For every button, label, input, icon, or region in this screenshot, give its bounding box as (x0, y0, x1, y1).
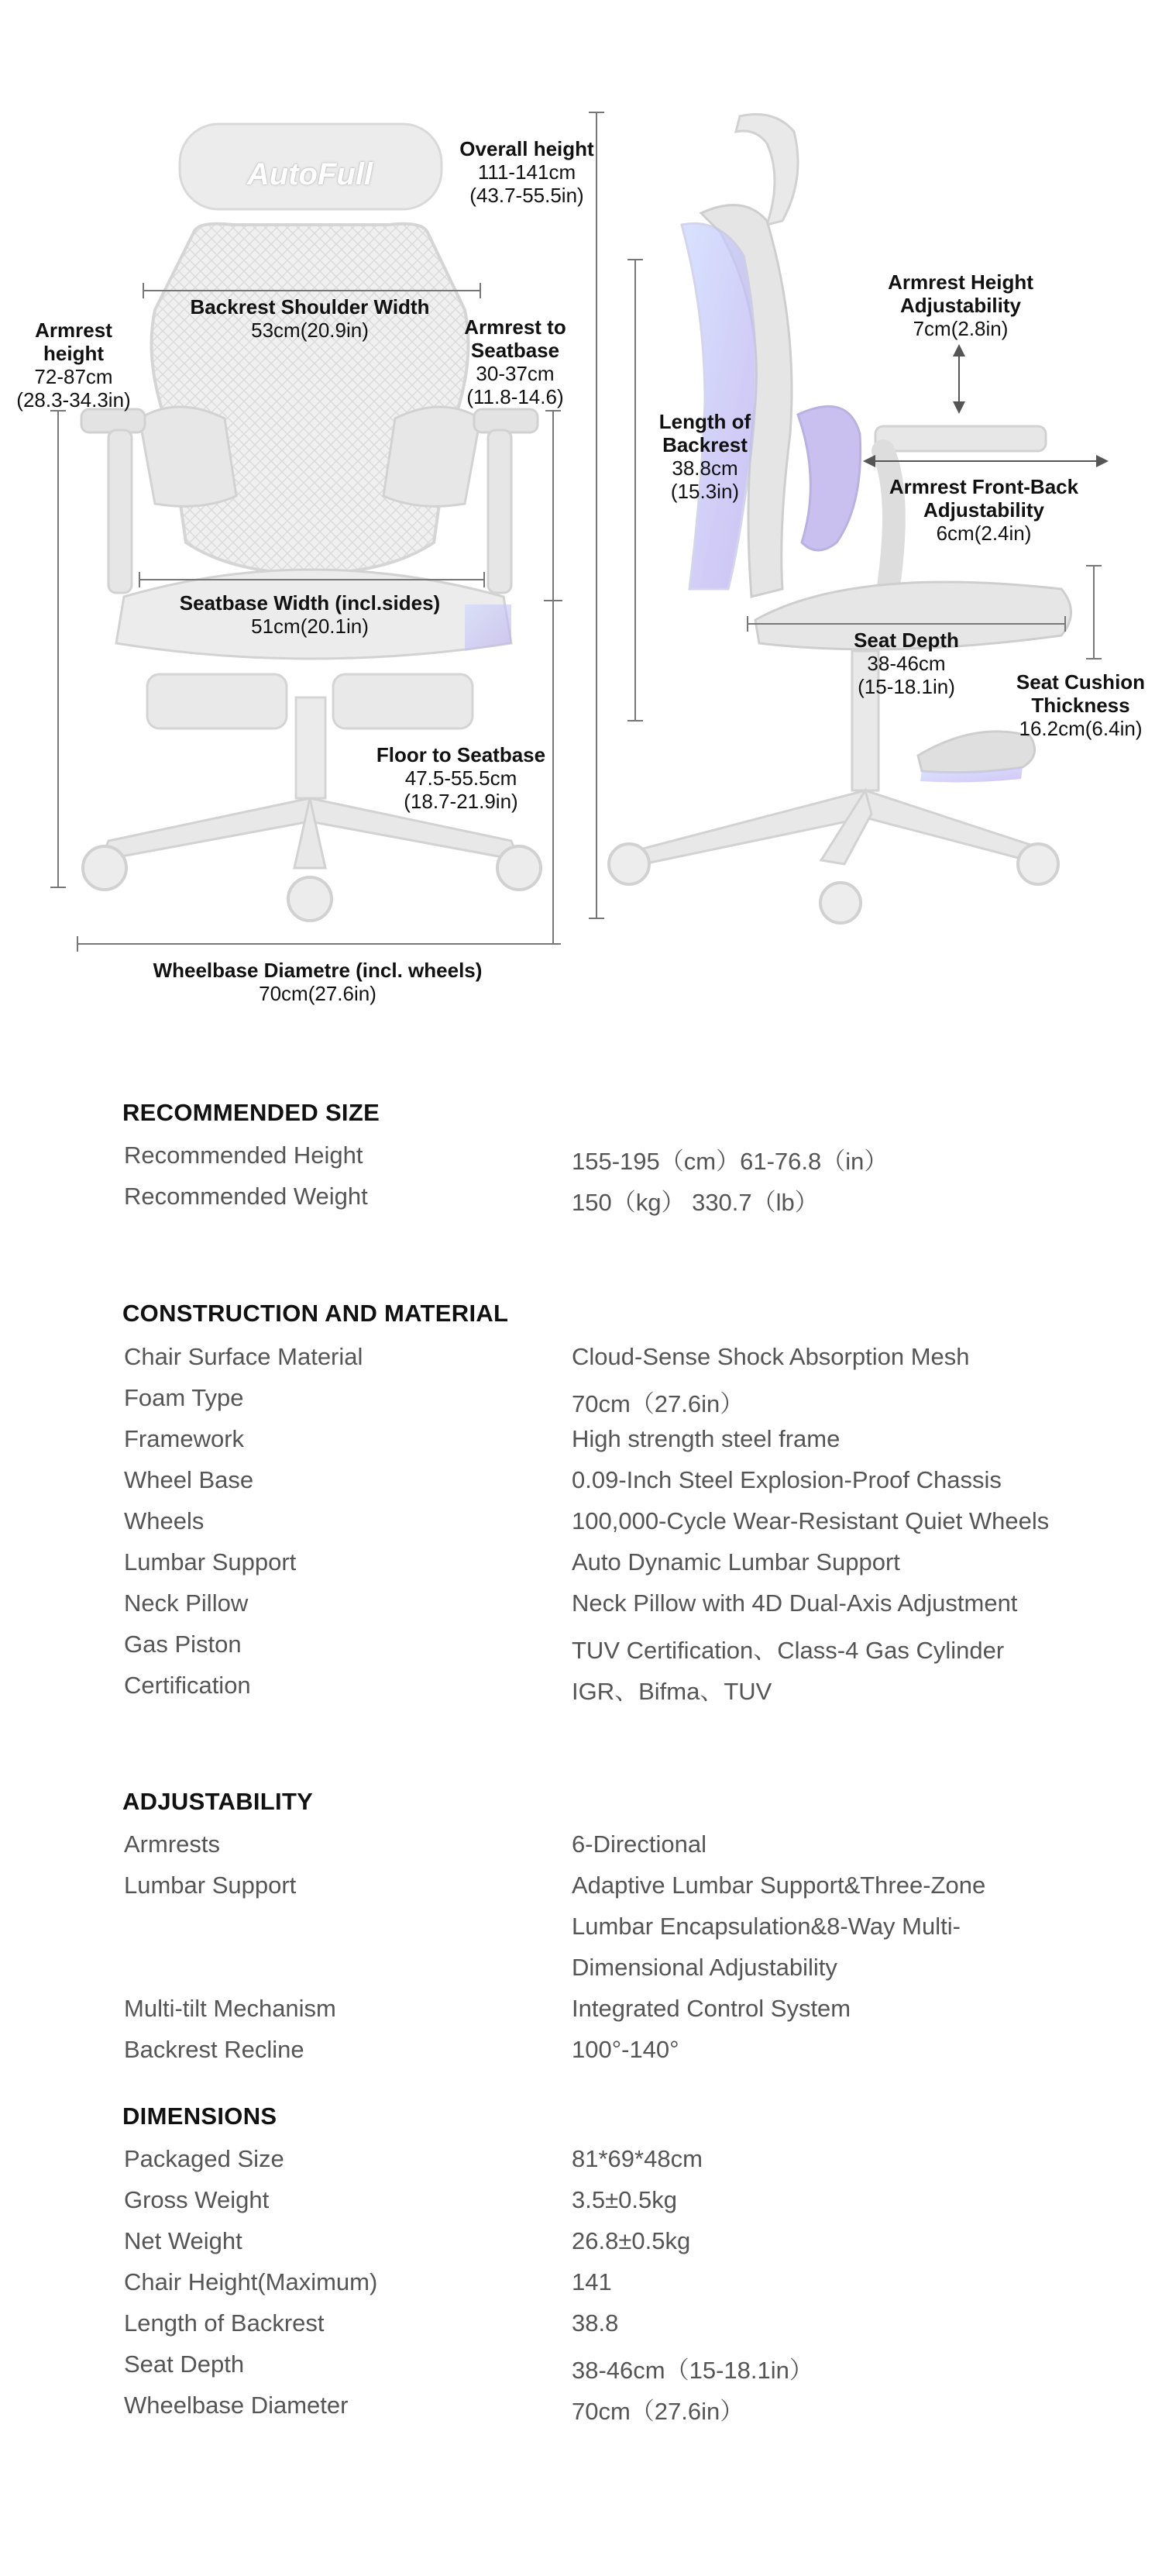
spec-value: Neck Pillow with 4D Dual-Axis Adjustment (572, 1589, 1018, 1617)
section-title-construction: CONSTRUCTION AND MATERIAL (122, 1300, 509, 1327)
spec-value: 6-Directional (572, 1830, 707, 1858)
overall-height-label: Overall height 111-141cm (43.7-55.5in) (459, 137, 594, 207)
spec-label: Chair Height(Maximum) (124, 2268, 378, 2295)
spec-label: Chair Surface Material (124, 1343, 363, 1370)
spec-value: 70cm（27.6in） (572, 2398, 744, 2425)
spec-value: 81*69*48cm (572, 2145, 703, 2172)
spec-label: Lumbar Support (124, 1872, 297, 1899)
armrest-height-adjustability-label: Armrest Height Adjustability 7cm(2.8in) (888, 270, 1033, 340)
armrest-front-back-label: Armrest Front-Back Adjustability 6cm(2.4in) (889, 475, 1079, 545)
spec-value: 141 (572, 2268, 612, 2295)
spec-label: Wheel Base (124, 1466, 254, 1493)
spec-label: Gross Weight (124, 2186, 270, 2213)
armrest-height-label: Armrest height 72-87cm (28.3-34.3in) (16, 319, 131, 412)
spec-value: Dimensional Adjustability (572, 1954, 837, 1981)
spec-label: Lumbar Support (124, 1548, 297, 1576)
spec-label: Recommended Weight (124, 1183, 368, 1210)
spec-label: Neck Pillow (124, 1589, 249, 1617)
spec-label: Framework (124, 1425, 245, 1452)
backrest-shoulder-width-label: Backrest Shoulder Width 53cm(20.9in) (190, 295, 430, 342)
spec-value: 100°-140° (572, 2036, 679, 2063)
spec-value: Cloud-Sense Shock Absorption Mesh (572, 1343, 970, 1370)
spec-value: Lumbar Encapsulation&8-Way Multi- (572, 1913, 961, 1940)
spec-label: Foam Type (124, 1384, 244, 1411)
section-title-dimensions: DIMENSIONS (122, 2102, 277, 2130)
wheelbase-diameter-label: Wheelbase Diametre (incl. wheels) 70cm(27.6in) (153, 959, 483, 1005)
spec-label: Multi-tilt Mechanism (124, 1995, 336, 2022)
spec-label: Length of Backrest (124, 2309, 325, 2337)
spec-value: 3.5±0.5kg (572, 2186, 677, 2213)
spec-label: Packaged Size (124, 2145, 284, 2172)
section-title-recommended-size: RECOMMENDED SIZE (122, 1099, 380, 1126)
spec-value: TUV Certification、Class-4 Gas Cylinder (572, 1637, 1005, 1664)
spec-value: 70cm（27.6in） (572, 1390, 744, 1417)
spec-value: Adaptive Lumbar Support&Three-Zone (572, 1872, 986, 1899)
spec-label: Net Weight (124, 2227, 242, 2254)
spec-label: Wheels (124, 1507, 205, 1534)
spec-value: 26.8±0.5kg (572, 2227, 691, 2254)
section-title-adjustability: ADJUSTABILITY (122, 1788, 314, 1815)
spec-label: Seat Depth (124, 2350, 245, 2378)
seatbase-width-label: Seatbase Width (incl.sides) 51cm(20.1in) (179, 591, 441, 638)
spec-value: 0.09-Inch Steel Explosion-Proof Chassis (572, 1466, 1002, 1493)
spec-value: IGR、Bifma、TUV (572, 1678, 772, 1705)
spec-value: 38.8 (572, 2309, 619, 2337)
spec-value: High strength steel frame (572, 1425, 841, 1452)
seat-cushion-thickness-label: Seat Cushion Thickness 16.2cm(6.4in) (1016, 670, 1146, 740)
spec-label: Recommended Height (124, 1142, 363, 1169)
spec-label: Backrest Recline (124, 2036, 304, 2063)
chair-dimension-diagram (0, 0, 1162, 1054)
spec-value: Integrated Control System (572, 1995, 851, 2022)
spec-label: Gas Piston (124, 1631, 242, 1658)
spec-value: 100,000-Cycle Wear-Resistant Quiet Wheels (572, 1507, 1050, 1534)
spec-value: 150（kg） 330.7（lb） (572, 1189, 819, 1216)
length-of-backrest-label: Length of Backrest 38.8cm (15.3in) (658, 410, 751, 503)
seat-depth-label: Seat Depth 38-46cm (15-18.1in) (854, 629, 959, 698)
spec-value: Auto Dynamic Lumbar Support (572, 1548, 900, 1576)
spec-value: 38-46cm（15-18.1in） (572, 2357, 813, 2384)
spec-label: Armrests (124, 1830, 220, 1858)
spec-value: 155-195（cm）61-76.8（in） (572, 1148, 889, 1175)
spec-label: Wheelbase Diameter (124, 2392, 349, 2419)
brand-logo: AutoFull (246, 157, 373, 191)
floor-to-seatbase-label: Floor to Seatbase 47.5-55.5cm (18.7-21.9in) (376, 743, 546, 813)
spec-label: Certification (124, 1672, 251, 1699)
armrest-to-seatbase-label: Armrest to Seatbase 30-37cm (11.8-14.6) (464, 315, 566, 408)
